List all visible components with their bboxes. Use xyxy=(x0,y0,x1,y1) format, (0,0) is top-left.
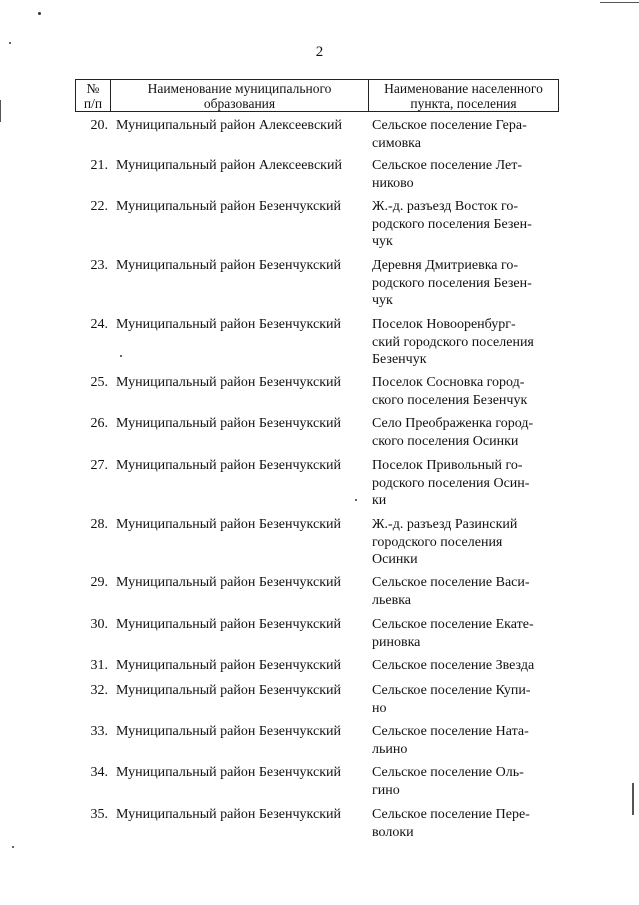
header-number: № п/п xyxy=(76,80,111,112)
scan-edge-mark xyxy=(600,2,639,3)
row-municipality: Муниципальный район Алексеевский xyxy=(116,158,342,173)
row-number: 21. xyxy=(90,158,108,173)
row-municipality: Муниципальный район Безенчукский xyxy=(116,517,342,532)
scan-speck xyxy=(120,355,122,357)
row-municipality: Муниципальный район Безенчукский xyxy=(116,458,342,473)
row-number: 24. xyxy=(90,317,108,332)
row-number: 35. xyxy=(90,807,108,822)
row-settlement: Сельское поселение Екате- риновка xyxy=(372,617,534,650)
row-settlement: Поселок Новооренбург- ский городского поселения Безенчук xyxy=(372,317,534,367)
row-municipality: Муниципальный район Алексеевский xyxy=(116,118,342,133)
row-municipality: Муниципальный район Безенчукский xyxy=(116,807,342,822)
row-settlement: Ж.-д. разъезд Разинский городского поселения Осинки xyxy=(372,517,518,567)
row-settlement: Сельское поселение Оль- гино xyxy=(372,765,524,798)
scan-speck xyxy=(38,12,41,15)
row-municipality: Муниципальный район Безенчукский xyxy=(116,724,342,739)
row-settlement: Сельское поселение Звезда xyxy=(372,658,535,673)
row-settlement: Сельское поселение Купи- но xyxy=(372,683,531,716)
row-municipality: Муниципальный район Безенчукский xyxy=(116,375,342,390)
row-number: 22. xyxy=(90,199,108,214)
row-municipality: Муниципальный район Безенчукский xyxy=(116,683,342,698)
row-settlement: Сельское поселение Васи- льевка xyxy=(372,575,530,608)
row-settlement: Деревня Дмитриевка го- родского поселения Безен- чук xyxy=(372,258,532,308)
row-settlement: Поселок Привольный го- родского поселения Осин- ки xyxy=(372,458,530,508)
row-settlement: Поселок Сосновка город- ского поселения Безенчук xyxy=(372,375,528,408)
row-settlement: Сельское поселение Ната- льино xyxy=(372,724,529,757)
header-settlement: Наименование населенного пункта, поселения xyxy=(369,80,559,112)
row-municipality: Муниципальный район Безенчукский xyxy=(116,575,342,590)
row-municipality: Муниципальный район Безенчукский xyxy=(116,258,342,273)
row-municipality: Муниципальный район Безенчукский xyxy=(116,199,342,214)
row-number: 20. xyxy=(90,118,108,133)
row-settlement: Сельское поселение Гера- симовка xyxy=(372,118,527,151)
scan-edge-mark xyxy=(0,100,1,122)
row-number: 26. xyxy=(90,416,108,431)
row-settlement: Село Преображенка город- ского поселения Осинки xyxy=(372,416,534,449)
row-number: 25. xyxy=(90,375,108,390)
row-municipality: Муниципальный район Безенчукский xyxy=(116,658,342,673)
header-municipality: Наименование муниципального образования xyxy=(111,80,369,112)
scan-edge-mark xyxy=(632,783,634,815)
row-municipality: Муниципальный район Безенчукский xyxy=(116,416,342,431)
scan-speck xyxy=(9,42,11,44)
table-header xyxy=(75,79,559,112)
row-number: 23. xyxy=(90,258,108,273)
scan-speck xyxy=(12,846,14,848)
row-municipality: Муниципальный район Безенчукский xyxy=(116,617,342,632)
row-number: 32. xyxy=(90,683,108,698)
row-municipality: Муниципальный район Безенчукский xyxy=(116,317,342,332)
row-number: 34. xyxy=(90,765,108,780)
row-settlement: Сельское поселение Лет- никово xyxy=(372,158,523,191)
row-number: 28. xyxy=(90,517,108,532)
row-settlement: Ж.-д. разъезд Восток го- родского поселения Безен- чук xyxy=(372,199,532,249)
row-municipality: Муниципальный район Безенчукский xyxy=(116,765,342,780)
page-number: 2 xyxy=(315,44,324,60)
row-number: 29. xyxy=(90,575,108,590)
row-number: 30. xyxy=(90,617,108,632)
scan-speck xyxy=(355,499,357,501)
row-number: 31. xyxy=(90,658,108,673)
row-settlement: Сельское поселение Пере- волоки xyxy=(372,807,530,840)
row-number: 33. xyxy=(90,724,108,739)
row-number: 27. xyxy=(90,458,108,473)
